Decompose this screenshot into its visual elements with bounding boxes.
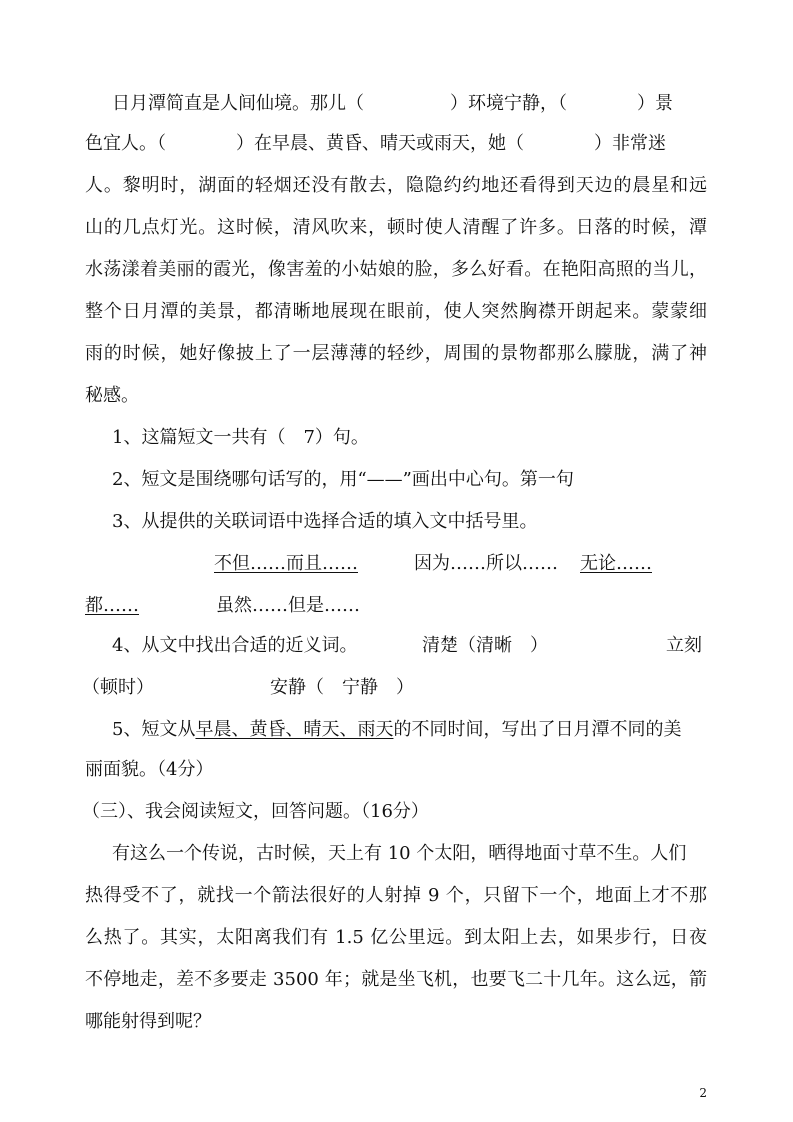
option-yinwei-suoyi: 因为……所以…… — [414, 553, 558, 574]
option-wulun: 无论…… — [580, 553, 652, 574]
question-4-label: 4、从文中找出合适的近义词。 — [112, 635, 358, 656]
page-number: 2 — [699, 1086, 707, 1100]
question-5-line-2: 丽面貌。（4分） — [85, 759, 214, 780]
option-budan-erqie: 不但……而且…… — [214, 553, 358, 574]
synonym-pair-1: 清楚（清晰 ） — [422, 635, 548, 656]
passage-2-line: 么热了。其实，太阳离我们有 1.5 亿公里远。到太阳上去，如果步行，日夜 — [85, 927, 707, 948]
option-suiran-danshi: 虽然……但是…… — [216, 595, 360, 616]
question-1: 1、这篇短文一共有（ 7）句。 — [112, 427, 369, 448]
q3-options-row — [0, 544, 793, 584]
passage-2-line: 哪能射得到呢？ — [85, 1011, 211, 1032]
passage-line: 整个日月潭的美景，都清晰地展现在眼前，使人突然胸襟开朗起来。蒙蒙细 — [85, 301, 707, 322]
synonym-pair-2-answer: （顿时） — [82, 677, 154, 698]
passage-line: 色宜人。（ ）在早晨、黄昏、晴天或雨天，她（ ）非常迷 — [85, 133, 666, 154]
synonym-pair-3: 安静（ 宁静 ） — [270, 677, 414, 698]
passage-line: 人。黎明时，湖面的轻烟还没有散去，隐隐约约地还看得到天边的晨星和远 — [85, 175, 707, 196]
question-4-row-2 — [0, 668, 793, 708]
passage-line: 雨的时候，她好像披上了一层薄薄的轻纱，周围的景物都那么朦胧，满了神 — [85, 343, 707, 364]
passage-line: 秘感。 — [85, 385, 139, 406]
passage-2-line: 热得受不了，就找一个箭法很好的人射掉 9 个，只留下一个，地面上才不那 — [85, 885, 707, 906]
underlined-times: 早晨、黄昏、晴天、雨天 — [195, 719, 394, 740]
synonym-pair-2-word: 立刻 — [666, 635, 702, 656]
question-2: 2、短文是围绕哪句话写的，用“——”画出中心句。第一句 — [112, 469, 574, 490]
option-dou: 都…… — [85, 595, 139, 616]
q3-options-row-2 — [0, 586, 793, 626]
passage-line: 日月潭简直是人间仙境。那儿（ ）环境宁静，（ ）景 — [112, 93, 673, 114]
question-3: 3、从提供的关联词语中选择合适的填入文中括号里。 — [112, 511, 538, 532]
passage-2-line: 有这么一个传说，古时候，天上有 10 个太阳，晒得地面寸草不生。人们 — [112, 843, 687, 864]
question-4 — [0, 626, 793, 666]
passage-2-line: 不停地走，差不多要走 3500 年；就是坐飞机，也要飞二十几年。这么远，箭 — [85, 969, 707, 990]
passage-line: 水荡漾着美丽的霞光，像害羞的小姑娘的脸，多么好看。在艳阳高照的当儿， — [85, 259, 707, 280]
question-5: 5、短文从早晨、黄昏、晴天、雨天的不同时间，写出了日月潭不同的美 — [112, 719, 682, 740]
passage-line: 山的几点灯光。这时候，清风吹来，顿时使人清醒了许多。日落的时候，潭 — [85, 217, 707, 238]
section-3-heading: （三）、我会阅读短文，回答问题。（16分） — [82, 801, 429, 822]
